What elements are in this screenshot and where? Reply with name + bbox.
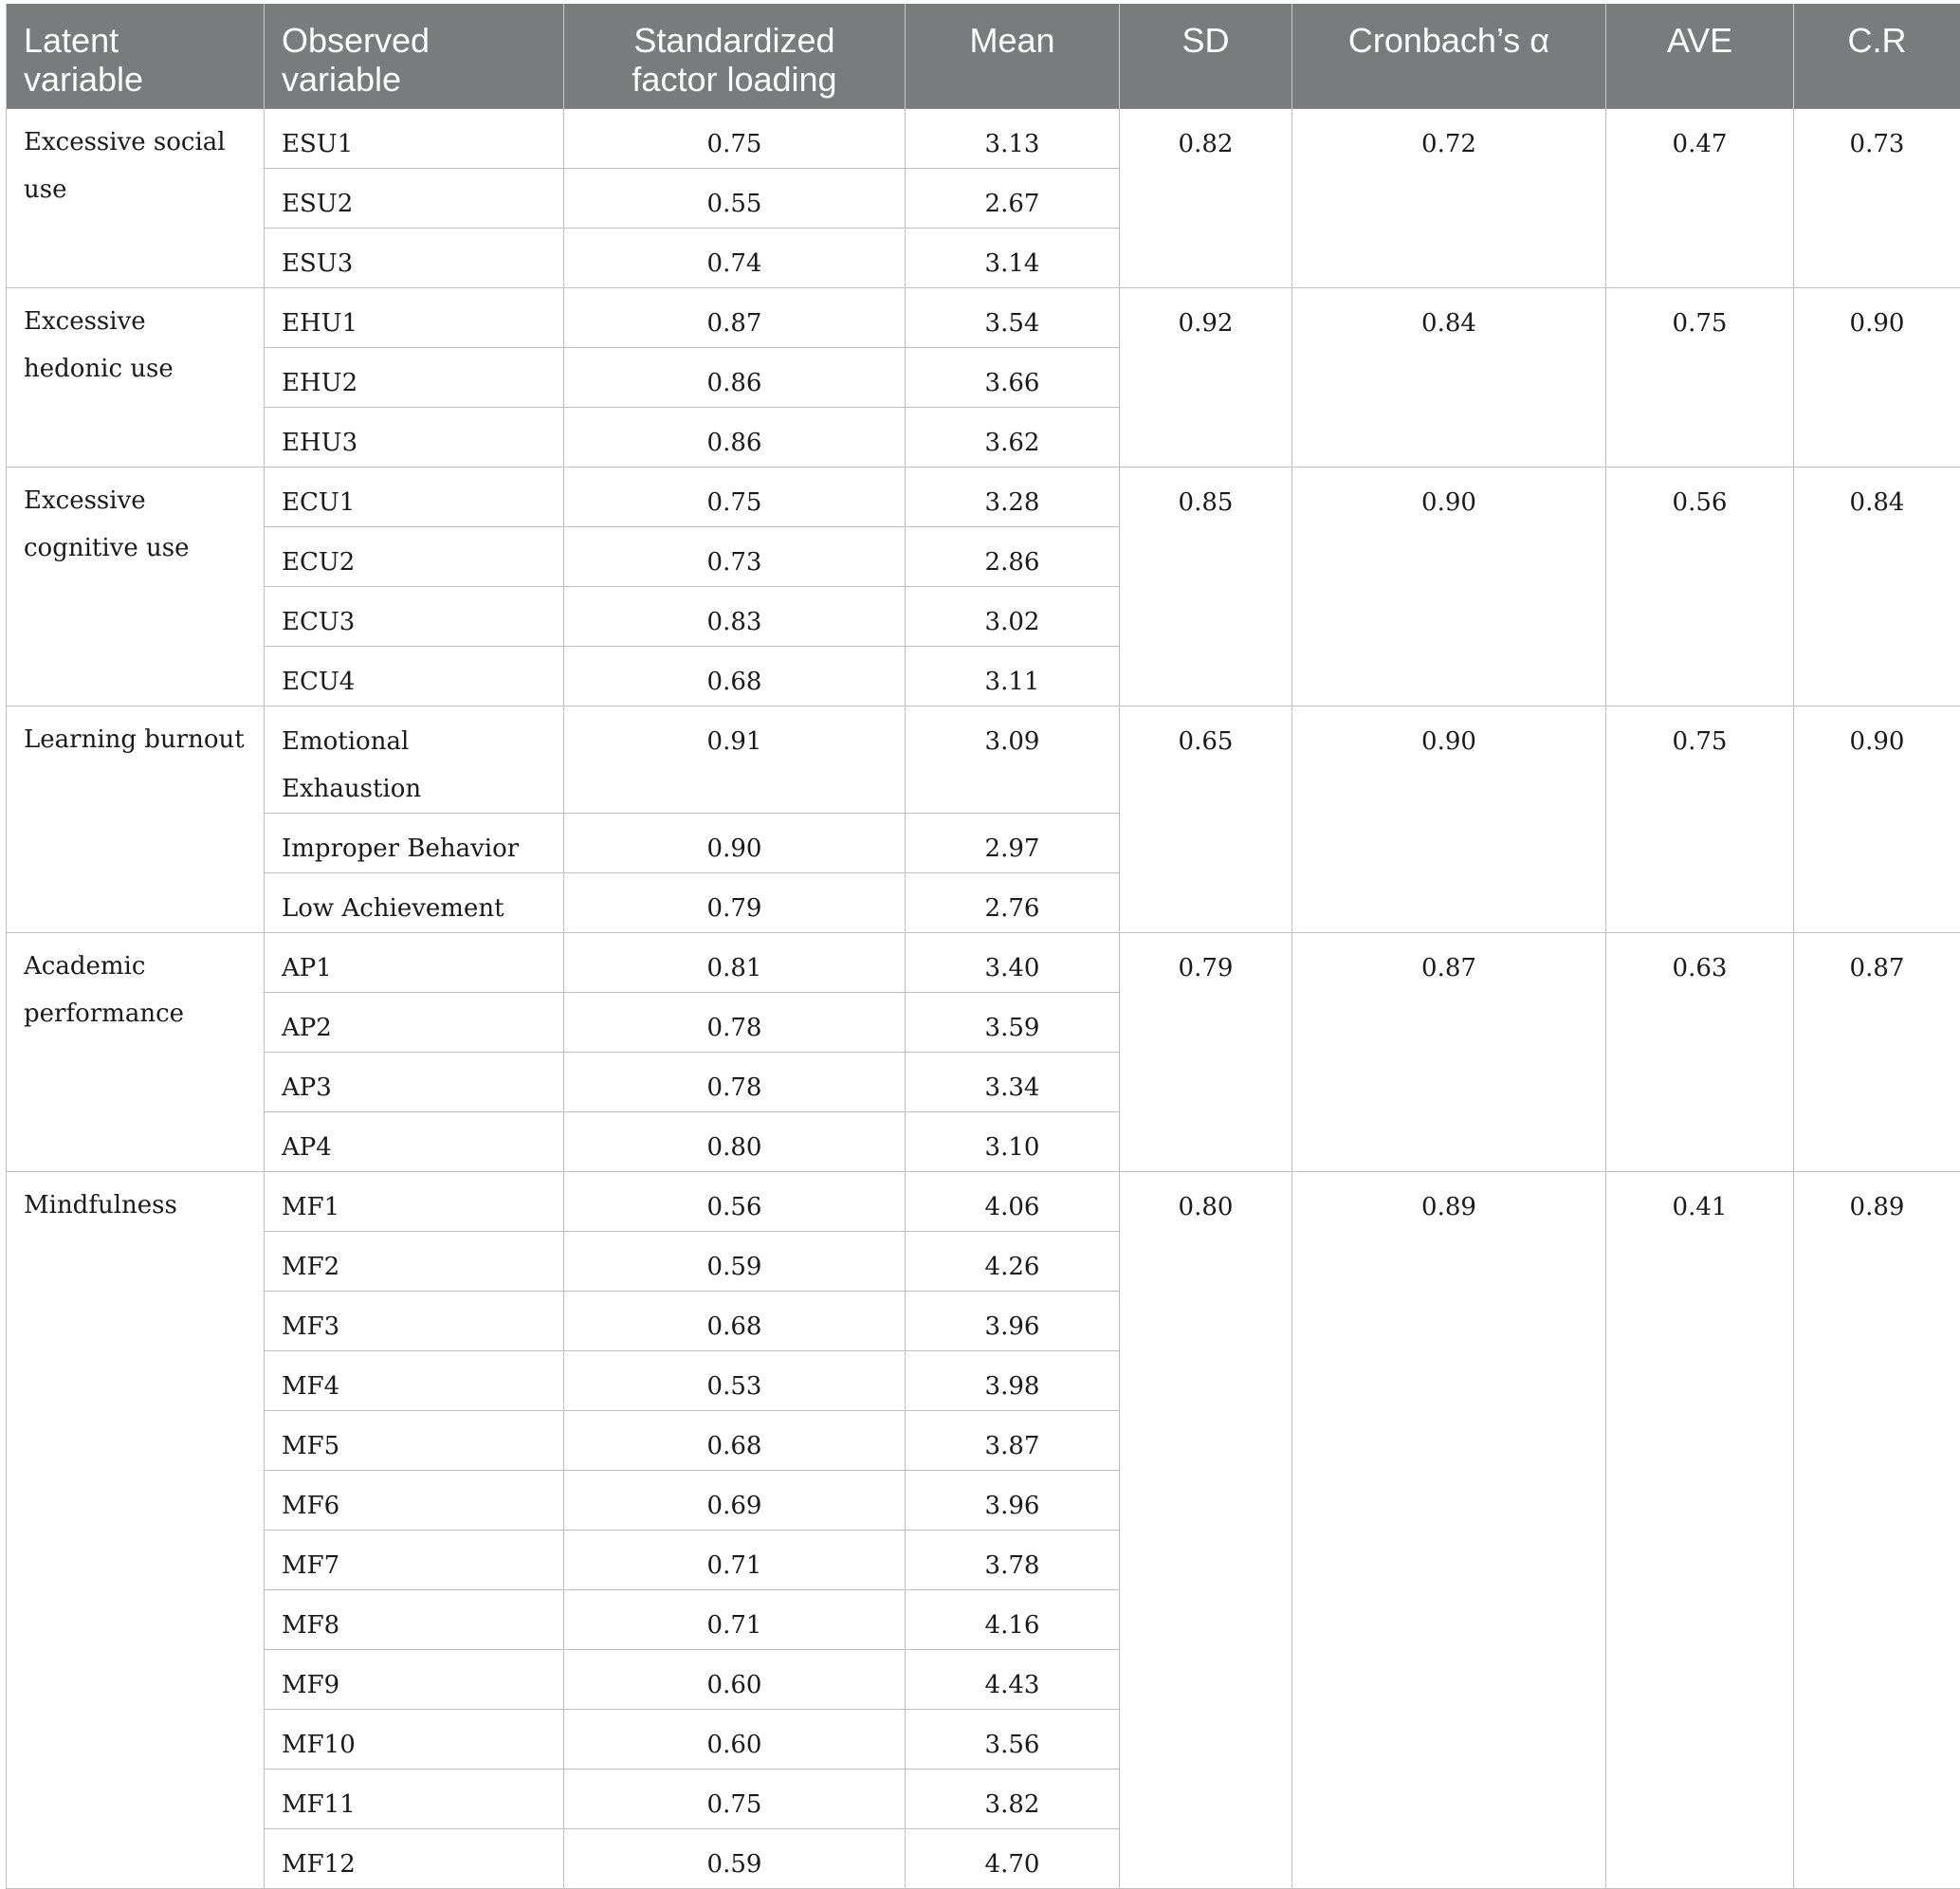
sd-cell: 0.85: [1120, 467, 1292, 706]
ave-cell: 0.41: [1606, 1171, 1794, 1888]
table-header: [7, 4, 1960, 108]
observed-variable-cell: AP3: [265, 1052, 564, 1111]
mean-cell: 3.40: [906, 932, 1120, 992]
observed-variable-cell: MF3: [265, 1291, 564, 1350]
cronbachs-alpha-cell: 0.72: [1292, 108, 1606, 287]
observed-variable-cell: ECU1: [265, 467, 564, 526]
header-latent-variable: [7, 4, 265, 108]
mean-cell: 3.87: [906, 1410, 1120, 1470]
factor-loading-cell: 0.91: [564, 706, 906, 813]
table-row: [7, 108, 1960, 168]
factor-loading-cell: 0.75: [564, 1769, 906, 1828]
cronbachs-alpha-cell: 0.90: [1292, 706, 1606, 932]
factor-loading-cell: 0.80: [564, 1111, 906, 1171]
mean-cell: 3.28: [906, 467, 1120, 526]
observed-variable-cell: AP1: [265, 932, 564, 992]
latent-variable-cell: Excessive social use: [7, 108, 265, 287]
factor-loading-cell: 0.86: [564, 407, 906, 467]
observed-variable-cell: MF1: [265, 1171, 564, 1231]
mean-cell: 4.43: [906, 1649, 1120, 1709]
mean-cell: 3.09: [906, 706, 1120, 813]
observed-variable-cell: ESU2: [265, 168, 564, 228]
observed-variable-cell: MF12: [265, 1828, 564, 1888]
mean-cell: 3.59: [906, 992, 1120, 1052]
latent-variable-cell: Mindfulness: [7, 1171, 265, 1888]
mean-cell: 4.26: [906, 1231, 1120, 1291]
factor-loading-cell: 0.79: [564, 872, 906, 932]
observed-variable-cell: ESU1: [265, 108, 564, 168]
ave-cell: 0.56: [1606, 467, 1794, 706]
latent-variable-cell: Academic performance: [7, 932, 265, 1171]
mean-cell: 3.96: [906, 1291, 1120, 1350]
mean-cell: 3.62: [906, 407, 1120, 467]
observed-variable-cell: MF8: [265, 1589, 564, 1649]
factor-loading-cell: 0.73: [564, 526, 906, 586]
mean-cell: 2.76: [906, 872, 1120, 932]
factor-loading-cell: 0.83: [564, 586, 906, 646]
observed-variable-cell: MF7: [265, 1530, 564, 1589]
factor-loading-cell: 0.53: [564, 1350, 906, 1410]
observed-variable-cell: ECU2: [265, 526, 564, 586]
factor-loading-cell: 0.59: [564, 1828, 906, 1888]
factor-loading-cell: 0.78: [564, 1052, 906, 1111]
header-sd: SD: [1120, 4, 1292, 108]
table-row: [7, 287, 1960, 347]
observed-variable-cell: Improper Behavior: [265, 813, 564, 872]
cronbachs-alpha-cell: 0.90: [1292, 467, 1606, 706]
factor-loading-cell: 0.78: [564, 992, 906, 1052]
mean-cell: 3.96: [906, 1470, 1120, 1530]
header-observed-variable-line2: variable: [282, 60, 401, 99]
factor-loading-cell: 0.60: [564, 1649, 906, 1709]
ave-cell: 0.75: [1606, 287, 1794, 467]
observed-variable-cell: MF10: [265, 1709, 564, 1769]
mean-cell: 2.67: [906, 168, 1120, 228]
factor-loading-cell: 0.68: [564, 1291, 906, 1350]
cr-cell: 0.89: [1794, 1171, 1960, 1888]
header-latent-variable-line1: Latent: [24, 21, 119, 60]
header-loading-line1: Standardized: [633, 21, 834, 60]
factor-loading-cell: 0.90: [564, 813, 906, 872]
mean-cell: 3.98: [906, 1350, 1120, 1410]
factor-loading-cell: 0.75: [564, 108, 906, 168]
factor-loading-cell: 0.68: [564, 646, 906, 706]
factor-loading-cell: 0.55: [564, 168, 906, 228]
mean-cell: 3.02: [906, 586, 1120, 646]
header-latent-variable-line2: variable: [24, 60, 143, 99]
table-row: [7, 932, 1960, 992]
observed-variable-cell: EHU3: [265, 407, 564, 467]
mean-cell: 4.70: [906, 1828, 1120, 1888]
observed-variable-cell: ESU3: [265, 228, 564, 287]
header-standardized-factor-loading: [564, 4, 906, 108]
table-row: [7, 706, 1960, 813]
observed-variable-cell: MF6: [265, 1470, 564, 1530]
header-cronbachs-alpha: Cronbach’s α: [1292, 4, 1606, 108]
cronbachs-alpha-cell: 0.89: [1292, 1171, 1606, 1888]
sd-cell: 0.80: [1120, 1171, 1292, 1888]
mean-cell: 3.11: [906, 646, 1120, 706]
observed-variable-cell: ECU4: [265, 646, 564, 706]
factor-loading-cell: 0.86: [564, 347, 906, 407]
table-body: [7, 108, 1960, 1888]
factor-loading-cell: 0.71: [564, 1589, 906, 1649]
sd-cell: 0.92: [1120, 287, 1292, 467]
observed-variable-cell: Emotional Exhaustion: [265, 706, 564, 813]
observed-variable-cell: AP4: [265, 1111, 564, 1171]
mean-cell: 3.54: [906, 287, 1120, 347]
mean-cell: 4.16: [906, 1589, 1120, 1649]
factor-loading-cell: 0.59: [564, 1231, 906, 1291]
cronbachs-alpha-cell: 0.87: [1292, 932, 1606, 1171]
observed-variable-cell: MF2: [265, 1231, 564, 1291]
factor-loading-cell: 0.75: [564, 467, 906, 526]
observed-variable-cell: Low Achievement: [265, 872, 564, 932]
results-table: [6, 4, 1960, 1889]
mean-cell: 3.78: [906, 1530, 1120, 1589]
factor-loading-cell: 0.60: [564, 1709, 906, 1769]
mean-cell: 3.66: [906, 347, 1120, 407]
mean-cell: 3.10: [906, 1111, 1120, 1171]
header-row: [7, 4, 1960, 108]
factor-loading-cell: 0.68: [564, 1410, 906, 1470]
sd-cell: 0.65: [1120, 706, 1292, 932]
observed-variable-cell: MF11: [265, 1769, 564, 1828]
cr-cell: 0.90: [1794, 287, 1960, 467]
cr-cell: 0.87: [1794, 932, 1960, 1171]
mean-cell: 2.86: [906, 526, 1120, 586]
header-observed-variable-line1: Observed: [282, 21, 430, 60]
factor-loading-cell: 0.87: [564, 287, 906, 347]
header-ave: AVE: [1606, 4, 1794, 108]
observed-variable-cell: MF5: [265, 1410, 564, 1470]
cr-cell: 0.84: [1794, 467, 1960, 706]
factor-loading-cell: 0.74: [564, 228, 906, 287]
header-loading-line2: factor loading: [632, 60, 836, 99]
ave-cell: 0.63: [1606, 932, 1794, 1171]
ave-cell: 0.47: [1606, 108, 1794, 287]
latent-variable-cell: Excessive hedonic use: [7, 287, 265, 467]
cr-cell: 0.73: [1794, 108, 1960, 287]
mean-cell: 3.82: [906, 1769, 1120, 1828]
sd-cell: 0.82: [1120, 108, 1292, 287]
mean-cell: 3.56: [906, 1709, 1120, 1769]
mean-cell: 3.14: [906, 228, 1120, 287]
cronbachs-alpha-cell: 0.84: [1292, 287, 1606, 467]
factor-loading-cell: 0.81: [564, 932, 906, 992]
factor-loading-cell: 0.69: [564, 1470, 906, 1530]
observed-variable-cell: EHU2: [265, 347, 564, 407]
latent-variable-cell: Learning burnout: [7, 706, 265, 932]
factor-loading-cell: 0.71: [564, 1530, 906, 1589]
observed-variable-cell: MF4: [265, 1350, 564, 1410]
header-mean: Mean: [906, 4, 1120, 108]
sd-cell: 0.79: [1120, 932, 1292, 1171]
observed-variable-cell: MF9: [265, 1649, 564, 1709]
mean-cell: 3.13: [906, 108, 1120, 168]
mean-cell: 3.34: [906, 1052, 1120, 1111]
table-row: [7, 467, 1960, 526]
header-observed-variable: [265, 4, 564, 108]
cr-cell: 0.90: [1794, 706, 1960, 932]
observed-variable-cell: AP2: [265, 992, 564, 1052]
observed-variable-cell: EHU1: [265, 287, 564, 347]
mean-cell: 2.97: [906, 813, 1120, 872]
ave-cell: 0.75: [1606, 706, 1794, 932]
mean-cell: 4.06: [906, 1171, 1120, 1231]
table-row: [7, 1171, 1960, 1231]
factor-loading-cell: 0.56: [564, 1171, 906, 1231]
observed-variable-cell: ECU3: [265, 586, 564, 646]
header-cr: C.R: [1794, 4, 1960, 108]
latent-variable-cell: Excessive cognitive use: [7, 467, 265, 706]
